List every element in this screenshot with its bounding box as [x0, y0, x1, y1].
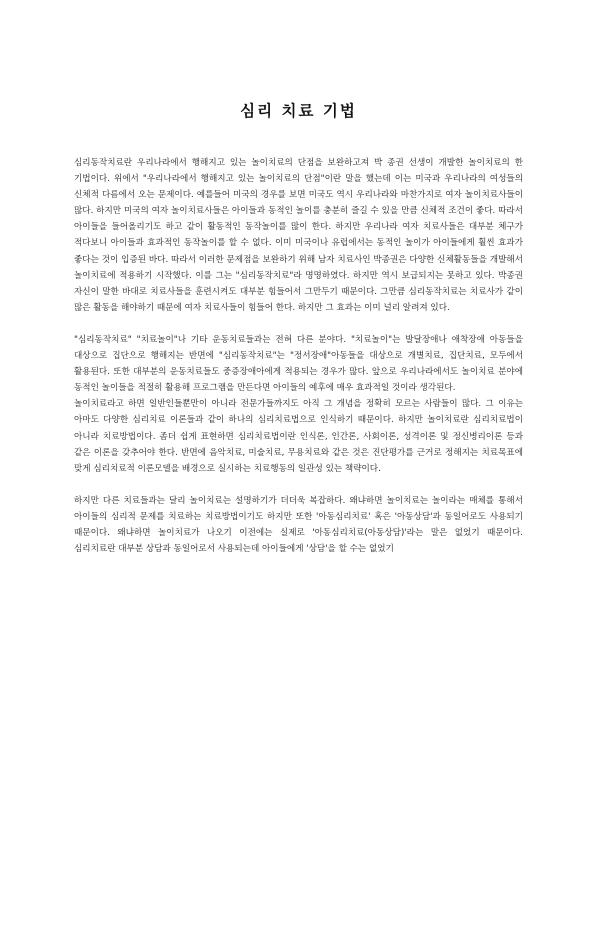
- paragraph-gap: [74, 477, 523, 493]
- paragraph-1: 심리동작치료란 우리나라에서 행해지고 있는 놀이치료의 단점을 보완하고져 박 종권 선생이 개발한 놀이치료의 한 기법이다. 위에서 "우리나라에서 행해지고 있는 놀이치료의 단점"이란 말을 했는데 이는 미국과 우리나라의 여성들의 신체적 다름에서 오는 문제이다. 예를들어 미국의 경우를 보면 미국도 역시 우리나라와 마찬가지로 여자 놀이치료사들이 많다. 하지만 미국의 여자 놀이치료사들은 아이들과 동적인 놀이를 충분히 즐길 수 있을 만큼 신체적 조건이 좋다. 따라서 아이들을 들어올리기도 하고 같이 활동적인 동작놀이를 많이 한다. 하지만 우리나라 여자 치료사들은 대부분 체구가 적다보니 아이들과 효과적인 동작놀이를 할 수 없다. 이미 미국이나 유럽에서는 동적인 놀이가 아이들에게 훨씬 효과가 좋다는 것이 입증된 바다. 따라서 이러한 문제점을 보완하기 위해 남자 치료사인 박종권은 다양한 신체활동들을 개발해서 놀이치료에 적용하기 시작했다. 이를 그는 "심리동작치료"라 명명하였다. 하지만 역시 보급되지는 못하고 있다. 박종권 자신이 말한 바대로 치료사들을 훈련시켜도 대부분 힘들어서 그만두기 때문이다. 그만큼 심리동작치료는 치료사가 같이 많은 활동을 해야하기 때문에 여자 치료사들이 힘들어 한다. 하지만 그 효과는 이미 널리 알려져 있다.: [74, 158, 523, 313]
- document-body: [74, 155, 523, 557]
- paragraph-4: 하지만 다른 치료들과는 달리 놀이치료는 설명하기가 더더욱 복잡하다. 왜냐하면 놀이치료는 놀이라는 매체를 통해서 아이들의 심리적 문제를 치료하는 치료방법이기도 하지만 또한 '아동심리치료' 혹은 '아동상담'과 동일어로도 사용되기 때문이다. 왜냐하면 놀이치료가 나오기 이전에는 실제로 '아동심리치료(아동상담)'라는 말은 없었기 때문이다. 심리치료란 대부분 상담과 동일어로서 사용되는데 아이들에게 '상담'을 할 수는 없었기: [74, 495, 523, 555]
- document-title: 심리 치료 기법: [240, 102, 357, 120]
- paragraph-3: 놀이치료라고 하면 일반인들뿐만이 아니라 전문가들까지도 아직 그 개념을 정확히 모르는 사람들이 많다. 그 이유는 아마도 다양한 심리치료 이론들과 같이 하나의 심리치료법으로 인식하기 때문이다. 하지만 놀이치료란 심리치료법이 아니라 치료방법이다. 좀더 쉽게 표현하면 심리치료법이란 인식론, 인간론, 사회이론, 성격이론 및 정신병리이론 등과 같은 이론을 갖추어야 한다. 반면에 음악치료, 미술치료, 무용치료와 같은 것은 진단평가를 근거로 정해지는 치료목표에 맞게 심리치료적 이론모델을 배경으로 실시하는 치료행동의 일관성 있는 책략이다.: [74, 399, 523, 474]
- document-page: [0, 101, 595, 943]
- paragraph-gap: [74, 316, 523, 332]
- paragraph-2: "심리동작치료" "치료놀이"나 기타 운동치료들과는 전혀 다른 분야다. "치료놀이"는 발달장애나 애착장애 아동들을 대상으로 집단으로 행해지는 반면에 "심리동작치료"는 "정서장애"아동들을 대상으로 개별치료, 집단치료, 모두에서 활용된다. 또한 대부분의 운동치료들도 중증장애아에게 적용되는 경우가 많다. 앞으로 우리나라에서도 놀이치료 분야에 동적인 놀이들을 적절히 활용해 프로그램을 만든다면 아이들의 예후에 매우 효과적일 것이라 생각된다.: [74, 334, 523, 394]
